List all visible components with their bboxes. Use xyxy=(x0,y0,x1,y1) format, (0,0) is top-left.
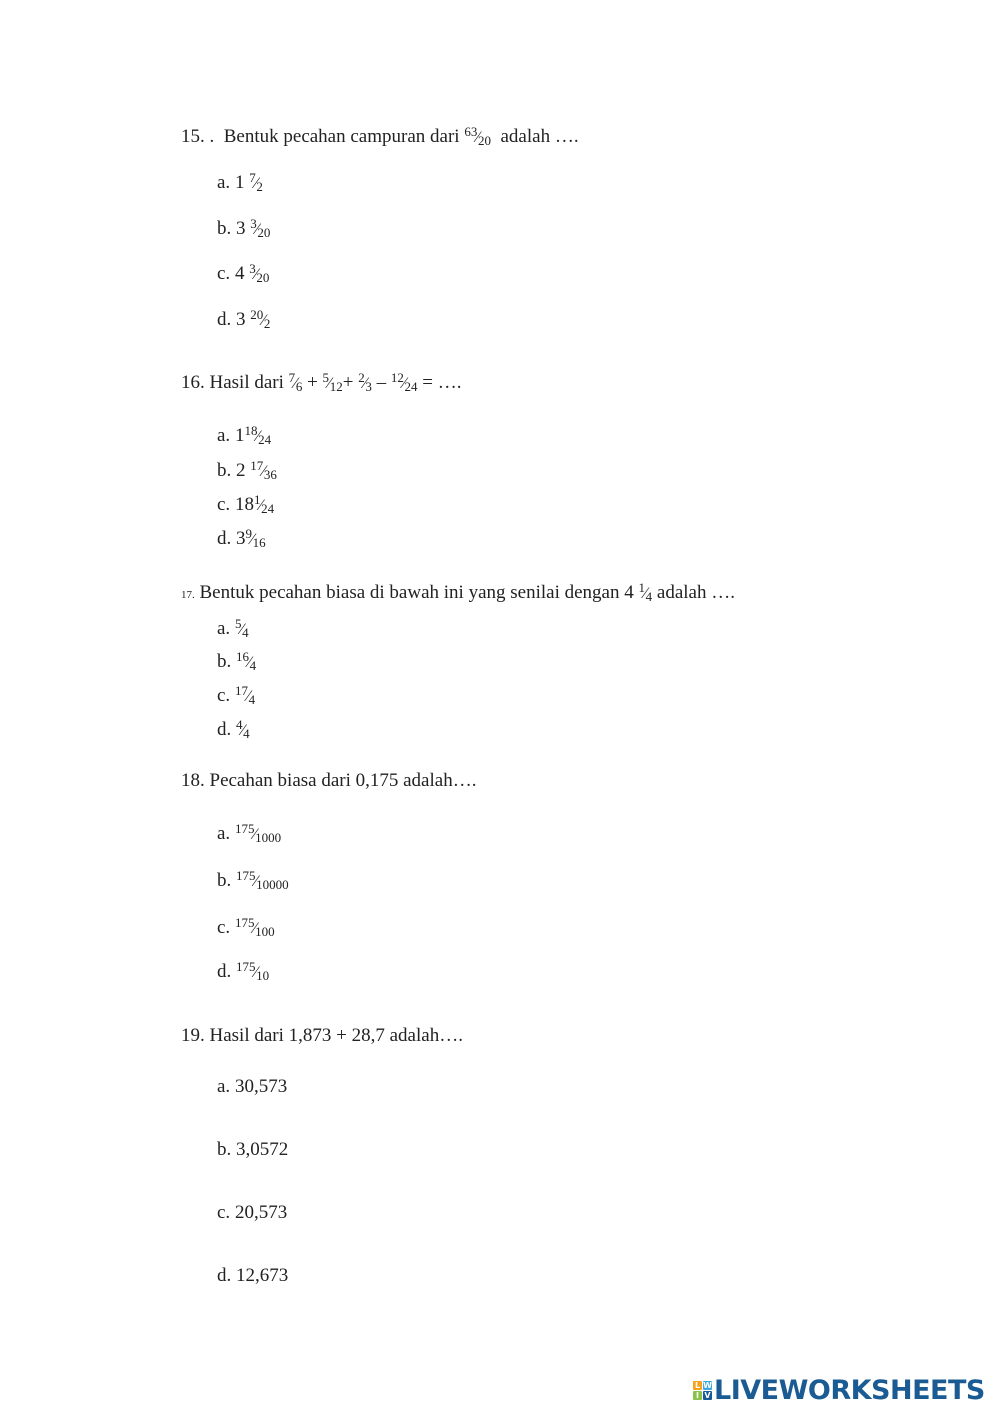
question-19 xyxy=(181,1026,463,1045)
question-text: Hasil dari 1,873 + 28,7 adalah…. xyxy=(209,1025,463,1046)
option-19-a[interactable]: a. 30,573 xyxy=(217,1076,288,1097)
option-15-a[interactable]: a. 1 $^7⁄_2$ xyxy=(217,169,263,194)
option-16-d[interactable]: d. $3^9⁄_{16}$ xyxy=(217,525,266,550)
question-number: 15. . xyxy=(181,126,215,147)
option-19-d[interactable]: d. 12,673 xyxy=(217,1265,289,1286)
question-number: 18. xyxy=(181,770,205,791)
option-17-b[interactable]: b. $^{16}⁄_4$ xyxy=(217,648,257,673)
question-text: Pecahan biasa dari 0,175 adalah…. xyxy=(209,770,477,791)
option-17-a[interactable]: a. $^5⁄_4$ xyxy=(217,615,249,640)
option-16-a[interactable]: a. $1^{18}⁄_{24}$ xyxy=(217,422,272,447)
question-text-end: adalah …. xyxy=(500,126,579,147)
option-18-d[interactable]: d. $^{175}⁄_{10}$ xyxy=(217,958,270,983)
option-15-b[interactable]: b. 3 $^3⁄_{20}$ xyxy=(217,215,271,240)
liveworksheets-logo-icon: L W I V xyxy=(694,1380,712,1400)
question-15 xyxy=(181,123,579,148)
question-number: 17. xyxy=(181,589,195,601)
option-15-d[interactable]: d. 3 $^{20}⁄_2$ xyxy=(217,306,271,331)
option-16-b[interactable]: b. 2 $^{17}⁄_{36}$ xyxy=(217,457,277,482)
question-17: 17. Bentuk pecahan biasa di bawah ini yang senilai dengan 4 $^1⁄_4$ adalah …. xyxy=(181,579,735,604)
option-18-a[interactable]: a. $^{175}⁄_{1000}$ xyxy=(217,820,282,845)
liveworksheets-logo xyxy=(693,1376,985,1404)
option-17-d[interactable]: d. $^4⁄_4$ xyxy=(217,716,250,741)
fraction: $^{63}⁄_{20}$ xyxy=(464,123,491,148)
option-17-c[interactable]: c. $^{17}⁄_4$ xyxy=(217,682,256,707)
question-18 xyxy=(181,771,476,790)
option-18-b[interactable]: b. $^{175}⁄_{10000}$ xyxy=(217,867,289,892)
option-15-c[interactable]: c. 4 $^3⁄_{20}$ xyxy=(217,260,270,285)
question-number: 16. xyxy=(181,372,205,393)
option-19-c[interactable]: c. 20,573 xyxy=(217,1202,288,1223)
question-text: Bentuk pecahan biasa di bawah ini yang senilai dengan 4 xyxy=(199,582,634,603)
option-18-c[interactable]: c. $^{175}⁄_{100}$ xyxy=(217,914,275,939)
question-16: 16. Hasil dari $^7⁄_6$ + $^5⁄_{12}+$ $^2⁄_3$ – $^{12}⁄_{24}$ = …. xyxy=(181,369,462,394)
question-number: 19. xyxy=(181,1025,205,1046)
option-16-c[interactable]: c. $18^1⁄_{24}$ xyxy=(217,491,275,516)
brand-name: LIVEWORKSHEETS xyxy=(714,1374,985,1406)
option-19-b[interactable]: b. 3,0572 xyxy=(217,1139,289,1160)
question-text: Bentuk pecahan campuran dari xyxy=(223,126,460,147)
question-text: Hasil dari xyxy=(209,372,284,393)
